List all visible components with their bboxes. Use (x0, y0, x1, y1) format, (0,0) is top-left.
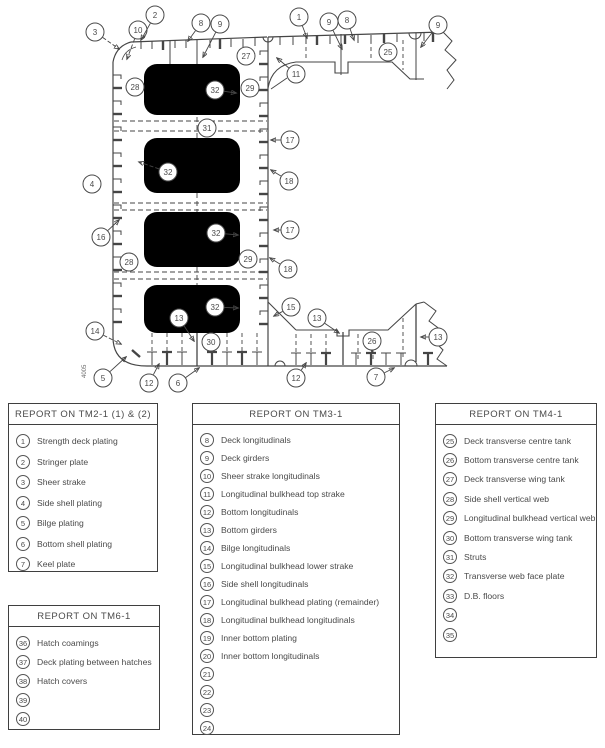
callout-13 (429, 328, 447, 346)
svg-text:13: 13 (174, 313, 184, 323)
item-number-badge: 10 (200, 469, 214, 483)
item-label: Longitudinal bulkhead plating (remainder) (221, 597, 380, 607)
callout-28 (120, 253, 138, 271)
legend-item-21 (200, 665, 393, 683)
legend-item-31 (443, 547, 590, 566)
callout-leader-7 (384, 368, 394, 373)
item-label: Bottom transverse centre tank (464, 455, 579, 466)
item-label: D.B. floors (464, 590, 505, 601)
legend-items (9, 425, 157, 575)
legend-item-12 (200, 503, 393, 521)
callout-18 (279, 260, 297, 278)
callout-9 (429, 16, 447, 34)
item-label: Deck girders (221, 453, 270, 463)
legend-item-39 (16, 691, 153, 710)
svg-text:6: 6 (175, 378, 181, 388)
callout-1 (290, 8, 308, 26)
svg-text:3: 3 (92, 27, 98, 37)
item-number-badge: 1 (16, 434, 30, 448)
bottom-longitudinals-centre (291, 353, 433, 365)
callout-29 (239, 250, 257, 268)
svg-text:14: 14 (90, 326, 100, 336)
item-label: Longitudinal bulkhead longitudinals (221, 615, 355, 625)
svg-text:13: 13 (312, 313, 322, 323)
svg-text:11: 11 (291, 69, 301, 79)
item-number-badge: 22 (200, 685, 214, 699)
svg-text:17: 17 (285, 225, 295, 235)
item-number-badge: 27 (443, 472, 457, 486)
callout-8 (192, 14, 210, 32)
callout-31 (198, 119, 216, 137)
bottom-longitudinals-wing (147, 352, 262, 365)
bulkhead-longitudinals (259, 51, 268, 324)
item-number-badge: 11 (200, 487, 214, 501)
item-label: Bilge longitudinals (221, 543, 291, 553)
item-number-badge: 21 (200, 667, 214, 681)
item-label: Struts (464, 552, 487, 563)
callout-12 (287, 369, 305, 387)
legend-items (436, 425, 596, 644)
callout-32 (159, 163, 177, 181)
item-label: Deck plating between hatches (37, 656, 152, 667)
svg-text:27: 27 (241, 51, 251, 61)
item-number-badge: 20 (200, 649, 214, 663)
svg-text:32: 32 (211, 228, 221, 238)
item-label: Bottom transverse wing tank (464, 532, 573, 543)
item-number-badge: 2 (16, 455, 30, 469)
legend-item-38 (16, 671, 153, 690)
callout-14 (86, 322, 104, 340)
legend-item-18 (200, 611, 393, 629)
svg-text:13: 13 (433, 332, 443, 342)
item-number-badge: 16 (200, 577, 214, 591)
callout-18 (280, 172, 298, 190)
item-number-badge: 34 (443, 608, 457, 622)
item-number-badge: 9 (200, 451, 214, 465)
margin-note: 4005 (82, 364, 88, 378)
callout-leader-32 (224, 307, 238, 308)
break-lines (424, 32, 456, 366)
item-label: Inner bottom plating (221, 633, 297, 643)
callout-16 (92, 228, 110, 246)
callout-7 (367, 368, 385, 386)
callout-5 (94, 369, 112, 387)
item-label: Sheer strake (37, 477, 86, 488)
svg-text:9: 9 (435, 20, 441, 30)
svg-text:25: 25 (383, 47, 393, 57)
item-number-badge: 30 (443, 531, 457, 545)
item-number-badge: 26 (443, 453, 457, 467)
item-label: Bottom shell plating (37, 538, 112, 549)
callout-9 (211, 15, 229, 33)
legend-item-29 (443, 509, 596, 528)
item-label: Deck transverse centre tank (464, 435, 571, 446)
legend-item-9 (200, 449, 393, 467)
legend-item-25 (443, 431, 590, 450)
callout-30 (202, 333, 220, 351)
item-number-badge: 5 (16, 516, 30, 530)
legend-item-2 (16, 452, 151, 473)
callout-28 (126, 78, 144, 96)
callout-26 (363, 332, 381, 350)
legend-item-15 (200, 557, 393, 575)
svg-text:15: 15 (286, 302, 296, 312)
callout-32 (207, 224, 225, 242)
legend-item-16 (200, 575, 393, 593)
item-number-badge: 13 (200, 523, 214, 537)
item-number-badge: 24 (200, 721, 214, 735)
item-number-badge: 38 (16, 674, 30, 688)
callout-15 (282, 298, 300, 316)
legend-title: REPORT ON TM3-1 (193, 404, 399, 425)
item-number-badge: 3 (16, 475, 30, 489)
svg-text:29: 29 (245, 83, 255, 93)
svg-text:29: 29 (243, 254, 253, 264)
callout-4 (83, 175, 101, 193)
item-label: Longitudinal bulkhead top strake (221, 489, 345, 499)
item-number-badge: 39 (16, 693, 30, 707)
callout-11 (287, 65, 305, 83)
item-number-badge: 17 (200, 595, 214, 609)
legend-tm6-1 (8, 605, 160, 730)
svg-text:18: 18 (283, 264, 293, 274)
callout-6 (169, 374, 187, 392)
legend-item-32 (443, 567, 590, 586)
svg-text:2: 2 (152, 10, 158, 20)
item-number-badge: 15 (200, 559, 214, 573)
svg-text:32: 32 (210, 302, 220, 312)
callout-leader-13 (325, 323, 339, 333)
legend-item-8 (200, 431, 393, 449)
item-label: Longitudinal bulkhead vertical web (464, 513, 596, 524)
svg-text:32: 32 (210, 85, 220, 95)
item-number-badge: 28 (443, 492, 457, 506)
callout-8 (338, 11, 356, 29)
item-label: Inner bottom longitudinals (221, 651, 320, 661)
legend-item-22 (200, 683, 393, 701)
svg-text:26: 26 (367, 336, 377, 346)
callout-27 (237, 47, 255, 65)
legend-item-3 (16, 472, 151, 493)
callout-17 (281, 131, 299, 149)
legend-item-35 (443, 625, 590, 644)
callout-32 (206, 81, 224, 99)
legend-item-34 (443, 606, 590, 625)
callout-leader-18 (271, 170, 281, 176)
web-openings (144, 64, 240, 333)
svg-text:9: 9 (217, 19, 223, 29)
item-number-badge: 35 (443, 628, 457, 642)
legend-item-26 (443, 450, 590, 469)
legend-title: REPORT ON TM6-1 (9, 606, 159, 627)
callout-13 (308, 309, 326, 327)
legend-item-19 (200, 629, 393, 647)
svg-text:32: 32 (163, 167, 173, 177)
callout-2 (146, 6, 164, 24)
callout-leader-6 (186, 368, 199, 377)
item-number-badge: 33 (443, 589, 457, 603)
item-number-badge: 37 (16, 655, 30, 669)
legend-item-14 (200, 539, 393, 557)
legend-item-24 (200, 719, 393, 737)
item-label: Deck transverse wing tank (464, 474, 565, 485)
item-number-badge: 31 (443, 550, 457, 564)
item-label: Bilge plating (37, 518, 84, 529)
item-label: Deck longitudinals (221, 435, 291, 445)
svg-text:31: 31 (202, 123, 212, 133)
legend-title: REPORT ON TM2-1 (1) & (2) (9, 404, 157, 425)
legend-tm2-1 (8, 403, 158, 572)
legend-tm4-1 (435, 403, 597, 658)
callout-13 (170, 309, 188, 327)
svg-text:12: 12 (144, 378, 154, 388)
callout-leader-9 (203, 32, 216, 57)
legend-item-1 (16, 431, 151, 452)
item-number-badge: 36 (16, 636, 30, 650)
svg-text:28: 28 (130, 82, 140, 92)
item-number-badge: 8 (200, 433, 214, 447)
legend-item-23 (200, 701, 393, 719)
legend-item-27 (443, 470, 590, 489)
legend-item-28 (443, 489, 590, 508)
callout-32 (206, 298, 224, 316)
legend-item-6 (16, 534, 151, 555)
callout-10 (129, 21, 147, 39)
legend-item-5 (16, 513, 151, 534)
legend-item-11 (200, 485, 393, 503)
item-label: Keel plate (37, 559, 76, 570)
svg-text:30: 30 (206, 337, 216, 347)
legend-item-4 (16, 493, 151, 514)
svg-text:4: 4 (89, 179, 95, 189)
item-label: Side shell plating (37, 497, 102, 508)
item-label: Side shell vertical web (464, 493, 550, 504)
legend-item-37 (16, 652, 153, 671)
side-shell-longitudinals (113, 75, 140, 357)
legend-item-30 (443, 528, 590, 547)
svg-text:7: 7 (373, 372, 379, 382)
legend-item-33 (443, 586, 590, 605)
item-number-badge: 4 (16, 496, 30, 510)
svg-text:5: 5 (100, 373, 106, 383)
item-number-badge: 40 (16, 712, 30, 726)
item-number-badge: 18 (200, 613, 214, 627)
callout-17 (281, 221, 299, 239)
leader-11-extra (271, 78, 287, 89)
item-label: Bottom longitudinals (221, 507, 299, 517)
legend-item-40 (16, 710, 153, 729)
legend-item-13 (200, 521, 393, 539)
svg-text:1: 1 (296, 12, 302, 22)
item-label: Longitudinal bulkhead lower strake (221, 561, 354, 571)
callout-3 (86, 23, 104, 41)
svg-text:8: 8 (198, 18, 204, 28)
legend-item-7 (16, 554, 151, 575)
legend-title: REPORT ON TM4-1 (436, 404, 596, 425)
svg-text:28: 28 (124, 257, 134, 267)
svg-text:18: 18 (284, 176, 294, 186)
legend-item-20 (200, 647, 393, 665)
legend-items (193, 425, 399, 737)
item-number-badge: 32 (443, 569, 457, 583)
item-number-badge: 7 (16, 557, 30, 571)
callout-leader-3 (103, 37, 119, 49)
item-label: Sheer strake longitudinals (221, 471, 320, 481)
item-number-badge: 12 (200, 505, 214, 519)
item-label: Hatch covers (37, 675, 88, 686)
svg-text:12: 12 (291, 373, 301, 383)
svg-text:9: 9 (326, 17, 332, 27)
callout-9 (320, 13, 338, 31)
callout-25 (379, 43, 397, 61)
legend-item-36 (16, 633, 153, 652)
callout-leader-18 (270, 258, 280, 264)
item-label: Bottom girders (221, 525, 277, 535)
svg-text:10: 10 (133, 25, 143, 35)
callout-29 (241, 79, 259, 97)
item-number-badge: 19 (200, 631, 214, 645)
item-number-badge: 6 (16, 537, 30, 551)
item-label: Strength deck plating (37, 436, 118, 447)
svg-text:8: 8 (344, 15, 350, 25)
legend-tm3-1 (192, 403, 400, 735)
callout-leader-9 (421, 33, 432, 47)
item-label: Stringer plate (37, 456, 89, 467)
item-number-badge: 14 (200, 541, 214, 555)
legend-item-17 (200, 593, 393, 611)
item-number-badge: 25 (443, 434, 457, 448)
legend-item-10 (200, 467, 393, 485)
legend-items (9, 627, 159, 729)
callout-12 (140, 374, 158, 392)
svg-text:17: 17 (285, 135, 295, 145)
callout-leader-14 (103, 335, 121, 344)
item-label: Hatch coamings (37, 637, 99, 648)
callout-leader-5 (110, 357, 126, 372)
svg-text:16: 16 (96, 232, 106, 242)
item-number-badge: 23 (200, 703, 214, 717)
item-number-badge: 29 (443, 511, 457, 525)
item-label: Side shell longitudinals (221, 579, 309, 589)
item-label: Transverse web face plate (464, 571, 565, 582)
